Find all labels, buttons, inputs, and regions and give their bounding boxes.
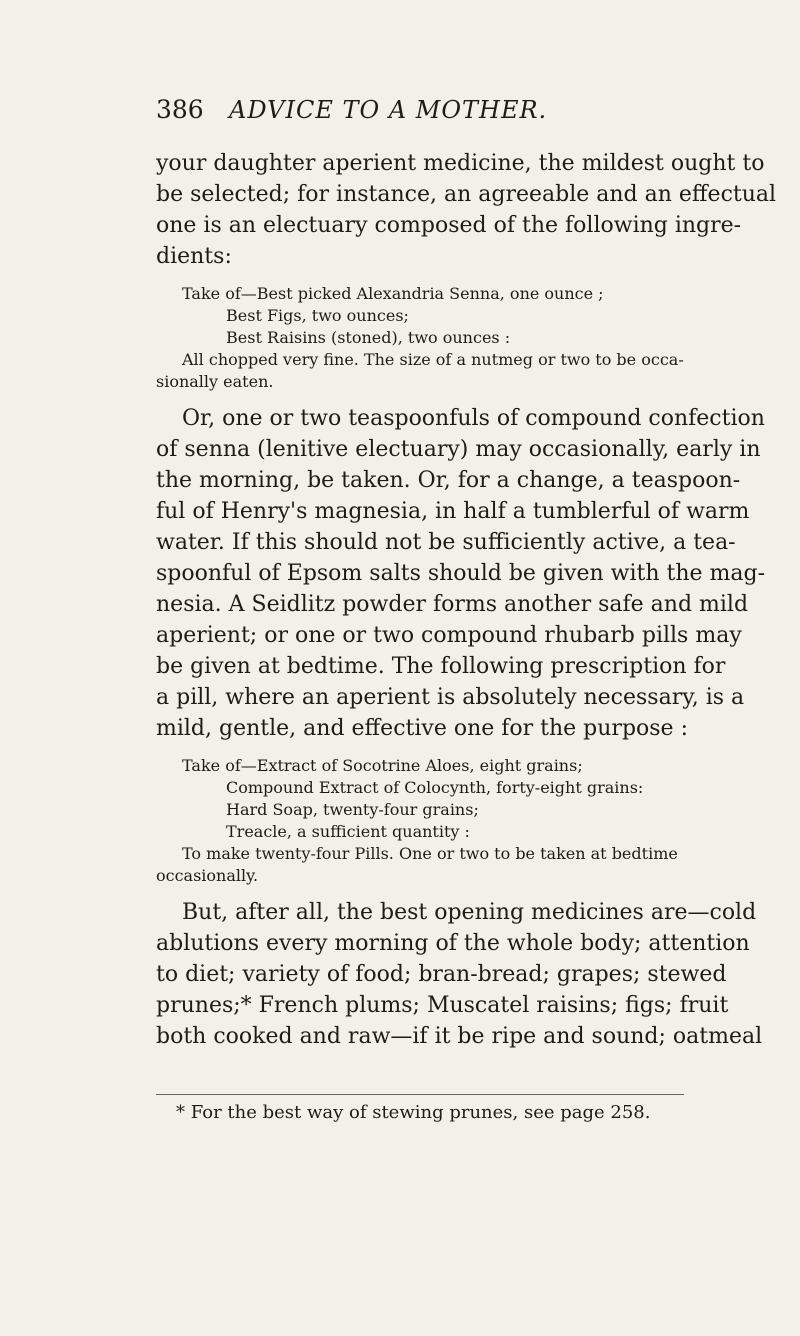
- text-line: dients:: [156, 244, 232, 269]
- text-line: the morning, be taken. Or, for a change, a teaspoon-: [156, 468, 741, 493]
- text-line: aperient; or one or two compound rhubarb pills may: [156, 623, 742, 648]
- text-line: one is an electuary composed of the following ingre-: [156, 213, 742, 238]
- text-line: But, after all, the best opening medicines are—cold: [182, 900, 757, 925]
- text-line: ful of Henry's magnesia, in half a tumblerful of warm: [156, 499, 750, 524]
- recipe-direction: sionally eaten.: [156, 372, 274, 391]
- page-number: 386: [156, 95, 204, 124]
- recipe-ingredient: Take of—Best picked Alexandria Senna, one ounce ;: [182, 284, 604, 303]
- text-line: nesia. A Seidlitz powder forms another safe and mild: [156, 592, 749, 617]
- paragraph-3: [156, 897, 763, 1052]
- recipe-direction: All chopped very fine. The size of a nutmeg or two to be occa-: [182, 350, 684, 369]
- page-body: [156, 148, 777, 1052]
- text-line: spoonful of Epsom salts should be given with the mag-: [156, 561, 766, 586]
- text-line: Or, one or two teaspoonfuls of compound confection: [182, 406, 765, 431]
- recipe-1: [156, 283, 684, 393]
- recipe-direction: To make twenty-four Pills. One or two to be taken at bedtime: [182, 844, 678, 863]
- text-line: a pill, where an aperient is absolutely necessary, is a: [156, 685, 745, 710]
- page-header: [156, 95, 676, 131]
- text-line: both cooked and raw—if it be ripe and sound; oatmeal: [156, 1024, 763, 1049]
- footnote: * For the best way of stewing prunes, see page 258.: [176, 1102, 651, 1123]
- text-line: water. If this should not be sufficiently active, a tea-: [156, 530, 736, 555]
- paragraph-2: [156, 403, 766, 744]
- text-line: to diet; variety of food; bran-bread; grapes; stewed: [156, 962, 727, 987]
- recipe-ingredient: Treacle, a sufficient quantity :: [226, 822, 470, 841]
- text-line: your daughter aperient medicine, the mildest ought to: [156, 151, 765, 176]
- paragraph-1: [156, 148, 777, 272]
- text-line: mild, gentle, and effective one for the purpose :: [156, 716, 688, 741]
- text-line: of senna (lenitive electuary) may occasionally, early in: [156, 437, 761, 462]
- recipe-ingredient: Hard Soap, twenty-four grains;: [226, 800, 479, 819]
- recipe-ingredient: Compound Extract of Colocynth, forty-eight grains:: [226, 778, 644, 797]
- text-line: prunes;* French plums; Muscatel raisins; figs; fruit: [156, 993, 729, 1018]
- text-line: be selected; for instance, an agreeable and an effectual: [156, 182, 777, 207]
- running-head: ADVICE TO A MOTHER.: [229, 96, 548, 124]
- recipe-ingredient: Best Raisins (stoned), two ounces :: [226, 328, 511, 347]
- footnote-divider: [156, 1094, 684, 1095]
- recipe-ingredient: Take of—Extract of Socotrine Aloes, eight grains;: [182, 756, 583, 775]
- text-line: be given at bedtime. The following prescription for: [156, 654, 726, 679]
- recipe-ingredient: Best Figs, two ounces;: [226, 306, 409, 325]
- text-line: ablutions every morning of the whole body; attention: [156, 931, 750, 956]
- recipe-2: [156, 755, 681, 887]
- recipe-direction: occasionally.: [156, 866, 259, 885]
